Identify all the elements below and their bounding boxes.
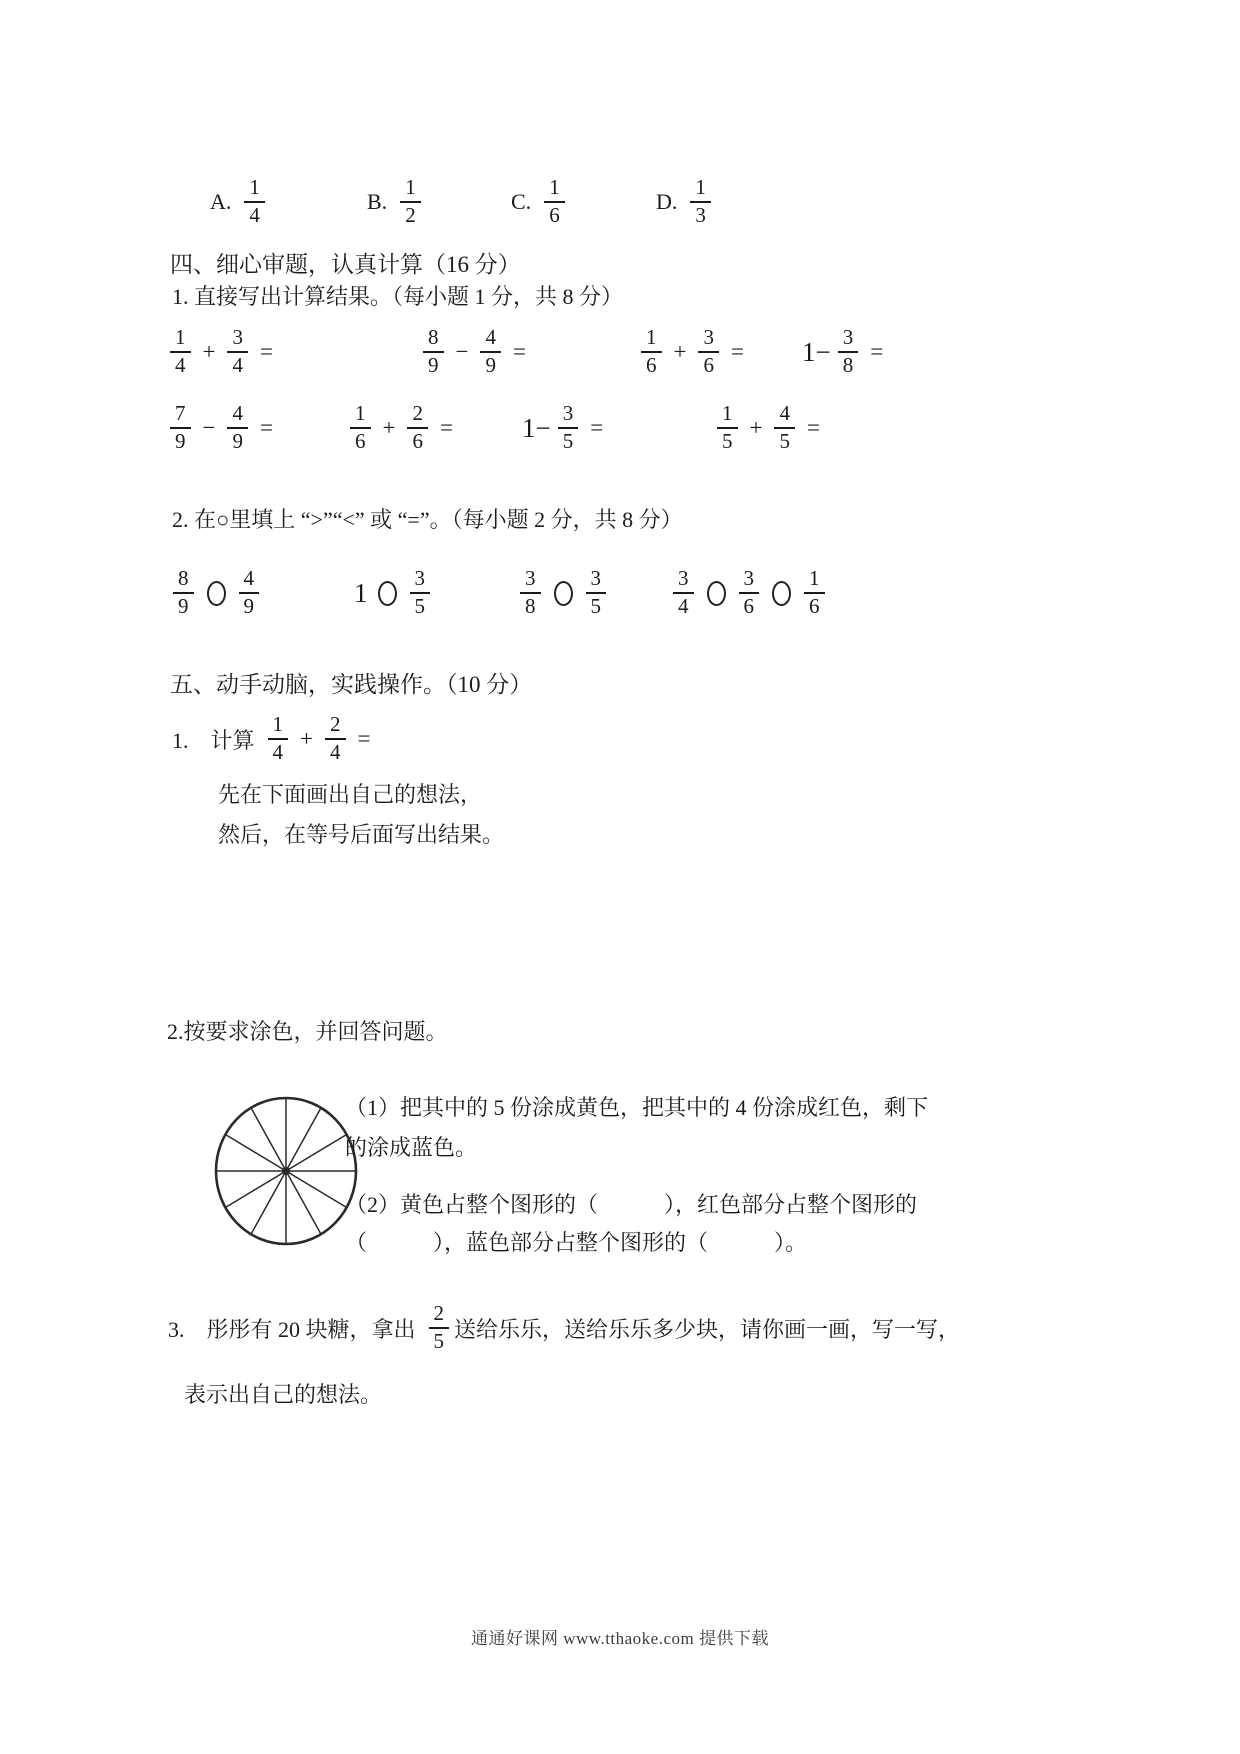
numerator: 8 — [178, 566, 189, 591]
numerator: 3 — [842, 325, 854, 350]
compare-blank-circle — [207, 581, 226, 606]
fraction — [239, 567, 260, 618]
fraction — [325, 713, 346, 764]
fraction — [268, 713, 289, 764]
section4-q1-label: 1. 直接写出计算结果。（每小题 1 分，共 8 分） — [172, 284, 624, 309]
numerator: 1 — [722, 401, 733, 426]
fraction — [350, 402, 371, 453]
operator: = — [259, 415, 273, 440]
fraction — [227, 402, 248, 453]
denominator: 6 — [407, 427, 428, 454]
fraction — [774, 402, 795, 453]
fraction — [407, 402, 428, 453]
section5-q2-label: 2.按要求涂色，并回答问题。 — [167, 1019, 448, 1044]
text: 3. 彤彤有 20 块糖，拿出 — [168, 1316, 416, 1342]
denominator: 4 — [268, 738, 289, 765]
fraction — [690, 176, 711, 227]
numerator: 4 — [243, 566, 254, 591]
denominator: 6 — [698, 351, 719, 378]
numerator: 1 — [809, 566, 820, 591]
numerator: 3 — [414, 566, 425, 591]
option-d — [656, 166, 716, 238]
denominator: 9 — [173, 592, 194, 619]
denominator: 6 — [739, 592, 760, 619]
fraction — [227, 326, 248, 377]
denominator: 2 — [400, 201, 421, 228]
operator: = — [259, 339, 273, 364]
section5-q3-line1 — [168, 1298, 968, 1358]
fraction — [423, 326, 444, 377]
numerator: 3 — [678, 566, 689, 591]
numerator: 4 — [779, 401, 790, 426]
fraction — [170, 326, 191, 377]
section5-q1-hint-line2: 然后，在等号后面写出结果。 — [218, 822, 505, 847]
denominator: 5 — [774, 427, 795, 454]
numerator: 2 — [330, 712, 341, 737]
fraction — [520, 567, 541, 618]
denominator: 9 — [170, 427, 191, 454]
fraction — [173, 567, 194, 618]
fraction — [673, 567, 694, 618]
denominator: 4 — [170, 351, 191, 378]
number: 1 — [354, 577, 368, 608]
fraction — [480, 326, 501, 377]
operator: = — [590, 415, 604, 440]
denominator: 6 — [350, 427, 371, 454]
fraction — [400, 176, 421, 227]
numerator: 1 — [646, 325, 657, 350]
denominator: 4 — [227, 351, 248, 378]
numerator: 1 — [695, 175, 706, 200]
fraction — [170, 402, 191, 453]
fraction — [558, 402, 579, 453]
compare-item — [668, 560, 830, 626]
numerator: 2 — [433, 1301, 445, 1326]
numerator: 1 — [549, 175, 560, 200]
calc-row-2 — [0, 392, 1240, 464]
operator: + — [202, 339, 216, 364]
numerator: 1 — [175, 325, 186, 350]
option-c — [511, 166, 570, 238]
sub2-line2: （ ），蓝色部分占整个图形的（ ）。 — [345, 1230, 808, 1255]
operator: = — [730, 339, 744, 364]
denominator: 8 — [520, 592, 541, 619]
sub2-line1: （2）黄色占整个图形的（ ），红色部分占整个图形的 — [345, 1192, 918, 1217]
fraction — [429, 1302, 450, 1353]
fraction — [410, 567, 431, 618]
numerator: 7 — [175, 401, 186, 426]
numerator: 3 — [703, 325, 714, 350]
compare-item — [515, 560, 611, 626]
section5-q2-sub1 — [345, 1088, 1005, 1168]
numerator: 1 — [405, 175, 416, 200]
compare-blank-circle — [378, 581, 397, 606]
section4-heading: 四、细心审题，认真计算（16 分） — [170, 252, 521, 277]
sub1-line2: 的涂成蓝色。 — [345, 1135, 478, 1160]
operator: = — [439, 415, 453, 440]
operator: = — [512, 339, 526, 364]
denominator: 3 — [690, 201, 711, 228]
fraction — [739, 567, 760, 618]
option-a — [210, 166, 270, 238]
section5-q1-hint-line1: 先在下面画出自己的想法， — [218, 782, 483, 807]
compare-blank-circle — [772, 581, 791, 606]
calc-expression — [636, 316, 751, 388]
text: B. — [367, 189, 388, 214]
denominator: 5 — [410, 592, 431, 619]
text: 1. 计算 — [172, 727, 255, 753]
text: D. — [656, 189, 678, 214]
operator: = — [357, 726, 371, 751]
denominator: 6 — [641, 351, 662, 378]
operator: − — [202, 415, 216, 440]
calc-expression — [712, 392, 827, 464]
text: A. — [210, 189, 232, 214]
calc-expression — [418, 316, 533, 388]
numerator: 3 — [590, 566, 601, 591]
numerator: 3 — [562, 401, 574, 426]
numerator: 4 — [485, 325, 496, 350]
calc-expression — [165, 316, 280, 388]
operator: + — [749, 415, 763, 440]
text: C. — [511, 189, 532, 214]
numerator: 3 — [232, 325, 243, 350]
divided-circle-figure — [212, 1094, 360, 1248]
section5-q1-expression — [172, 710, 377, 768]
operator: − — [455, 339, 469, 364]
calc-expression — [165, 392, 280, 464]
denominator: 9 — [423, 351, 444, 378]
compare-blank-circle — [554, 581, 573, 606]
fraction — [838, 326, 859, 377]
section5-q3-line2: 表示出自己的想法。 — [184, 1382, 383, 1407]
numerator: 3 — [743, 566, 754, 591]
denominator: 5 — [717, 427, 738, 454]
numerator: 4 — [232, 401, 243, 426]
text: 送给乐乐，送给乐乐多少块，请你画一画，写一写， — [454, 1316, 961, 1342]
numerator: 2 — [412, 401, 423, 426]
numerator: 1 — [355, 401, 366, 426]
operator: + — [382, 415, 396, 440]
fraction — [641, 326, 662, 377]
operator: = — [870, 339, 884, 364]
operator: = — [806, 415, 820, 440]
section5-heading: 五、动手动脑，实践操作。（10 分） — [170, 672, 533, 697]
fraction — [544, 176, 565, 227]
denominator: 5 — [558, 427, 579, 454]
fraction — [717, 402, 738, 453]
denominator: 5 — [586, 592, 607, 619]
option-b — [367, 166, 426, 238]
calc-expression — [800, 316, 890, 388]
fraction — [244, 176, 265, 227]
calc-expression — [345, 392, 460, 464]
section5-q2-sub2 — [345, 1186, 1005, 1262]
compare-item — [352, 560, 435, 626]
denominator: 6 — [544, 201, 565, 228]
operator: + — [300, 726, 313, 751]
denominator: 4 — [673, 592, 694, 619]
fraction — [586, 567, 607, 618]
denominator: 9 — [480, 351, 501, 378]
denominator: 4 — [325, 738, 346, 765]
denominator: 9 — [227, 427, 248, 454]
compare-blank-circle — [707, 581, 726, 606]
compare-item — [168, 560, 264, 626]
figure-wrap — [212, 1094, 360, 1248]
compare-row — [0, 560, 1240, 626]
denominator: 5 — [429, 1327, 450, 1354]
numerator: 3 — [525, 566, 536, 591]
numerator: 1 — [249, 175, 260, 200]
numerator: 8 — [428, 325, 439, 350]
calc-expression — [520, 392, 610, 464]
operator: + — [673, 339, 687, 364]
page-footer: 通通好课网 www.tthaoke.com 提供下载 — [470, 1629, 770, 1648]
choice-options-row — [0, 166, 1240, 238]
numerator: 1 — [272, 712, 284, 737]
calc-row-1 — [0, 316, 1240, 388]
denominator: 6 — [804, 592, 825, 619]
number: 1− — [802, 336, 831, 367]
fraction — [698, 326, 719, 377]
sub1-line1: （1）把其中的 5 份涂成黄色，把其中的 4 份涂成红色，剩下 — [345, 1095, 929, 1120]
number: 1− — [522, 412, 551, 443]
fraction — [804, 567, 825, 618]
denominator: 4 — [244, 201, 265, 228]
denominator: 9 — [239, 592, 260, 619]
section4-q2-label: 2. 在○里填上 “>”“<” 或 “=”。（每小题 2 分，共 8 分） — [172, 507, 683, 532]
denominator: 8 — [838, 351, 859, 378]
